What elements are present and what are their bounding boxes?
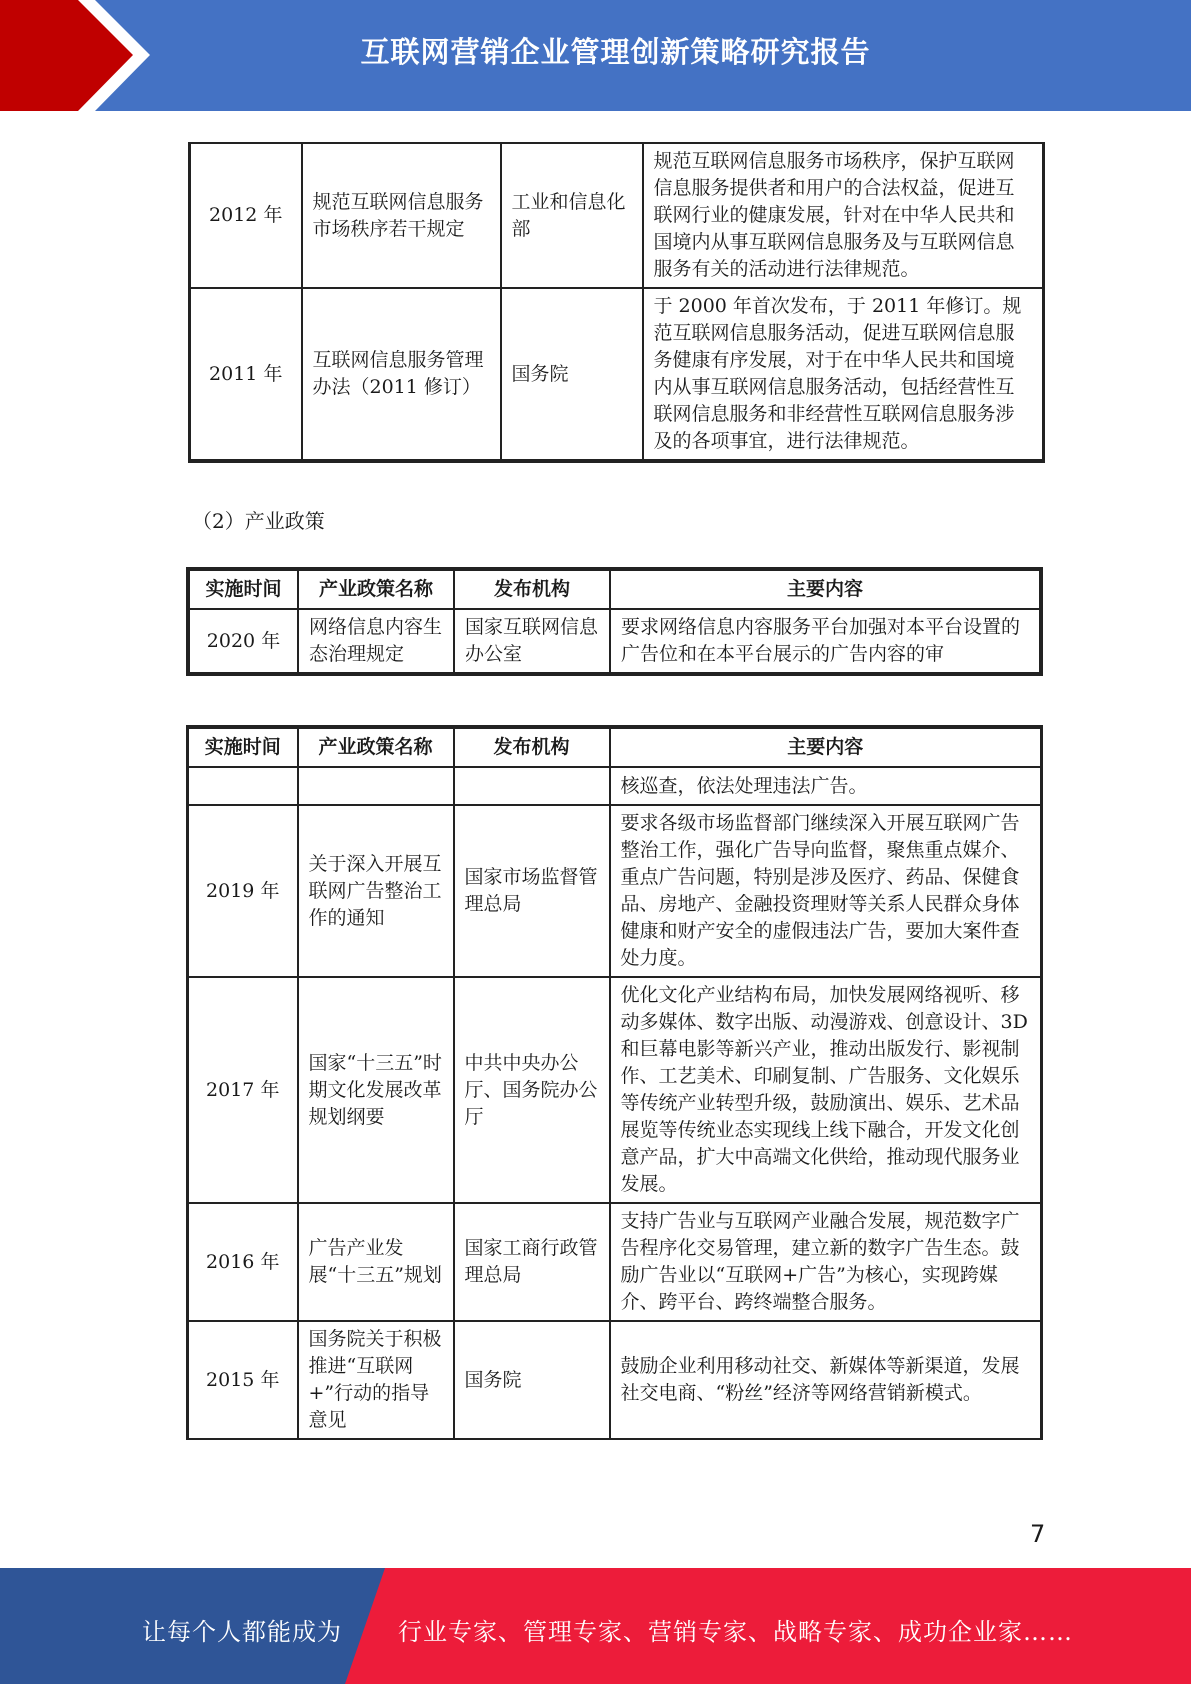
header-agency: 发布机构	[454, 727, 610, 767]
empty-cell	[298, 767, 454, 805]
year-cell: 2020 年	[188, 609, 298, 674]
content-cell: 支持广告业与互联网产业融合发展，规范数字广告程序化交易管理，建立新的数字广告生态。鼓励广告业以“互联网+广告”为核心，实现跨媒介、跨平台、跨终端整合服务。	[610, 1203, 1042, 1321]
agency-text: 国家互联网信息办公室	[465, 616, 599, 665]
table-header-row	[188, 727, 1042, 767]
year-cell: 2019 年	[188, 805, 298, 977]
year-cell: 2012 年	[190, 143, 302, 288]
content-cell: 规范互联网信息服务市场秩序，保护互联网信息服务提供者和用户的合法权益，促进互联网行业的健康发展，针对在中华人民共和国境内从事互联网信息服务及与互联网信息服务有关的活动进行法律规范。	[643, 143, 1044, 288]
content-cell: 优化文化产业结构布局，加快发展网络视听、移动多媒体、数字出版、动漫游戏、创意设计、3D 和巨幕电影等新兴产业，推动出版发行、影视制作、工艺美术、印刷复制、广告服务、文化娱乐等传统产业转型升级，鼓励演出、娱乐、艺术品展览等传统业态实现线上线下融合，开发文化创意产品，扩大中高端文化供给，推动现代服务业发展。	[610, 977, 1042, 1203]
table-row	[190, 143, 1044, 288]
year-cell: 2017 年	[188, 977, 298, 1203]
content-cell: 核巡查，依法处理违法广告。	[610, 767, 1042, 805]
empty-cell	[454, 767, 610, 805]
page-header	[0, 0, 1191, 111]
policy-name-cell: 关于深入开展互联网广告整治工作的通知	[298, 805, 454, 977]
policy-name-cell: 国务院关于积极推进“互联网+”行动的指导意见	[298, 1321, 454, 1439]
table-row	[188, 977, 1042, 1203]
table-row	[188, 805, 1042, 977]
header-time: 实施时间	[188, 727, 298, 767]
content-cell: 鼓励企业利用移动社交、新媒体等新渠道，发展社交电商、“粉丝”经济等网络营销新模式。	[610, 1321, 1042, 1439]
agency-cell	[454, 609, 610, 674]
content-text: 要求网络信息内容服务平台加强对本平台设置的广告位和在本平台展示的广告内容的审	[621, 616, 1021, 665]
content-cell	[610, 609, 1041, 674]
agency-cell: 工业和信息化部	[501, 143, 643, 288]
agency-cell: 国务院	[501, 288, 643, 461]
header-name: 产业政策名称	[298, 569, 454, 609]
report-title: 互联网营销企业管理创新策略研究报告	[360, 35, 871, 69]
industry-policy-table-continued	[186, 725, 1043, 1440]
content-cell: 要求各级市场监督部门继续深入开展互联网广告整治工作，强化广告导向监督，聚焦重点媒介、重点广告问题，特别是涉及医疗、药品、保健食品、房地产、金融投资理财等关系人民群众身体健康和财产安全的虚假违法广告，要加大案件查处力度。	[610, 805, 1042, 977]
policy-name-cell: 规范互联网信息服务市场秩序若干规定	[302, 143, 501, 288]
header-name: 产业政策名称	[298, 727, 454, 767]
policy-name-text: 网络信息内容生态治理规定	[309, 616, 443, 665]
header-time: 实施时间	[188, 569, 298, 609]
page-footer	[0, 1568, 1191, 1684]
empty-cell	[188, 767, 298, 805]
agency-cell: 国务院	[454, 1321, 610, 1439]
table-header-row	[188, 569, 1041, 609]
table-row	[188, 609, 1041, 674]
section-heading: （2）产业政策	[192, 509, 325, 533]
policy-name-cell: 广告产业发展“十三五”规划	[298, 1203, 454, 1321]
policy-name-cell	[298, 609, 454, 674]
year-cell: 2016 年	[188, 1203, 298, 1321]
agency-cell: 国家市场监督管理总局	[454, 805, 610, 977]
policy-name-cell: 国家“十三五”时期文化发展改革规划纲要	[298, 977, 454, 1203]
footer-slogan-left: 让每个人都能成为	[142, 1618, 342, 1646]
content-cell: 于 2000 年首次发布，于 2011 年修订。规范互联网信息服务活动，促进互联网信息服务健康有序发展，对于在中华人民共和国境内从事互联网信息服务活动，包括经营性互联网信息服务和非经营性互联网信息服务涉及的各项事宜，进行法律规范。	[643, 288, 1044, 461]
agency-cell: 中共中央办公厅、国务院办公厅	[454, 977, 610, 1203]
year-cell: 2015 年	[188, 1321, 298, 1439]
regulation-table-continued	[188, 142, 1045, 463]
header-content: 主要内容	[610, 727, 1042, 767]
page-number: 7	[1030, 1520, 1046, 1548]
footer-slogan-right: 行业专家、管理专家、营销专家、战略专家、成功企业家……	[398, 1618, 1073, 1646]
table-row	[190, 288, 1044, 461]
table-row	[188, 1321, 1042, 1439]
agency-cell: 国家工商行政管理总局	[454, 1203, 610, 1321]
table-row	[188, 767, 1042, 805]
header-agency: 发布机构	[454, 569, 610, 609]
header-content: 主要内容	[610, 569, 1041, 609]
year-cell: 2011 年	[190, 288, 302, 461]
industry-policy-table	[186, 567, 1043, 676]
policy-name-cell: 互联网信息服务管理办法（2011 修订）	[302, 288, 501, 461]
table-row	[188, 1203, 1042, 1321]
